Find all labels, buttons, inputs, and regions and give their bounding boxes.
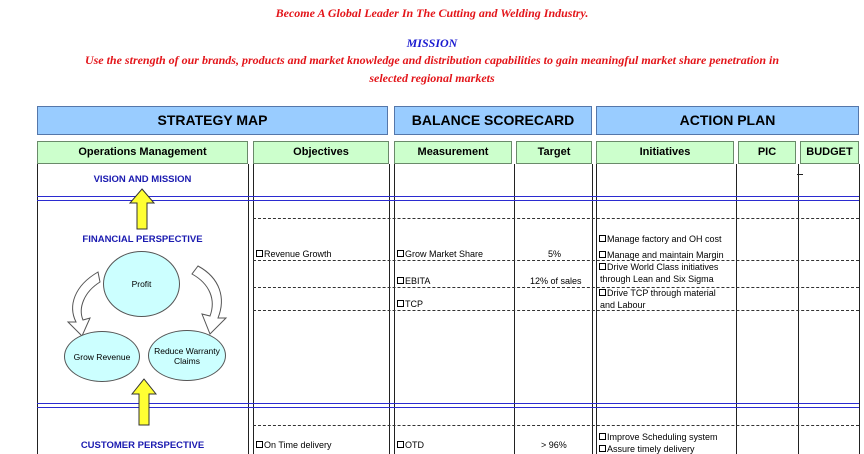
target-value: 12% of sales	[530, 276, 582, 286]
col-measurement: Measurement	[394, 141, 512, 164]
initiative-item: Drive TCP through material	[599, 288, 716, 298]
target-value: > 96%	[541, 440, 567, 450]
grid-line	[248, 164, 249, 454]
initiative-item: Manage and maintain Margin	[599, 250, 724, 260]
customer-perspective-label: CUSTOMER PERSPECTIVE	[80, 440, 205, 451]
col-budget: BUDGET	[800, 141, 859, 164]
measure-item: Grow Market Share	[397, 249, 483, 259]
mission-title: MISSION	[406, 36, 458, 50]
up-arrow-icon	[129, 188, 155, 230]
grid-tick	[797, 174, 803, 175]
grid-line	[514, 164, 515, 454]
slogan: Become A Global Leader In The Cutting and Welding Industry.	[275, 6, 589, 20]
col-target: Target	[516, 141, 592, 164]
action-plan-header: ACTION PLAN	[596, 106, 859, 135]
row-divider	[37, 403, 859, 408]
grid-line	[859, 164, 860, 454]
row-divider	[37, 196, 859, 201]
grid-line	[37, 164, 38, 454]
initiative-line: through Lean and Six Sigma	[600, 274, 714, 284]
mission-line-1: Use the strength of our brands, products and market knowledge and distribution capabilities to gain meaningful market share penetration in	[84, 53, 780, 67]
grow-revenue-bubble: Grow Revenue	[64, 331, 140, 382]
grid-line	[592, 164, 593, 454]
row-line	[253, 310, 859, 311]
initiative-item: Manage factory and OH cost	[599, 234, 722, 244]
col-operations: Operations Management	[37, 141, 248, 164]
col-initiatives: Initiatives	[596, 141, 734, 164]
initiative-item: Assure timely delivery	[599, 444, 695, 454]
profit-bubble: Profit	[103, 251, 180, 317]
col-objectives: Objectives	[253, 141, 389, 164]
strategy-map-header: STRATEGY MAP	[37, 106, 388, 135]
financial-perspective-label: FINANCIAL PERSPECTIVE	[82, 234, 203, 245]
row-line	[253, 287, 859, 288]
grid-line	[389, 164, 390, 454]
curved-arrow-right-icon	[192, 266, 226, 334]
objective-item: On Time delivery	[256, 440, 332, 450]
mission-line-2: selected regional markets	[369, 71, 495, 85]
objective-item: Revenue Growth	[256, 249, 332, 259]
initiative-line: and Labour	[600, 300, 646, 310]
reduce-warranty-bubble: Reduce Warranty Claims	[148, 330, 226, 381]
grid-line	[394, 164, 395, 454]
initiative-item: Drive World Class initiatives	[599, 262, 718, 272]
row-line	[253, 218, 859, 219]
grid-line	[798, 164, 799, 454]
row-line	[253, 260, 859, 261]
grid-line	[253, 164, 254, 454]
curved-arrow-left-icon	[68, 272, 100, 336]
vision-mission-label: VISION AND MISSION	[93, 174, 192, 185]
grid-line	[596, 164, 597, 454]
initiative-item: Improve Scheduling system	[599, 432, 718, 442]
measure-item: EBITA	[397, 276, 430, 286]
row-line	[253, 425, 859, 426]
measure-item: OTD	[397, 440, 424, 450]
balance-scorecard-header: BALANCE SCORECARD	[394, 106, 592, 135]
measure-item: TCP	[397, 299, 423, 309]
target-value: 5%	[548, 249, 562, 259]
up-arrow-icon	[131, 378, 157, 426]
grid-line	[736, 164, 737, 454]
col-pic: PIC	[738, 141, 796, 164]
